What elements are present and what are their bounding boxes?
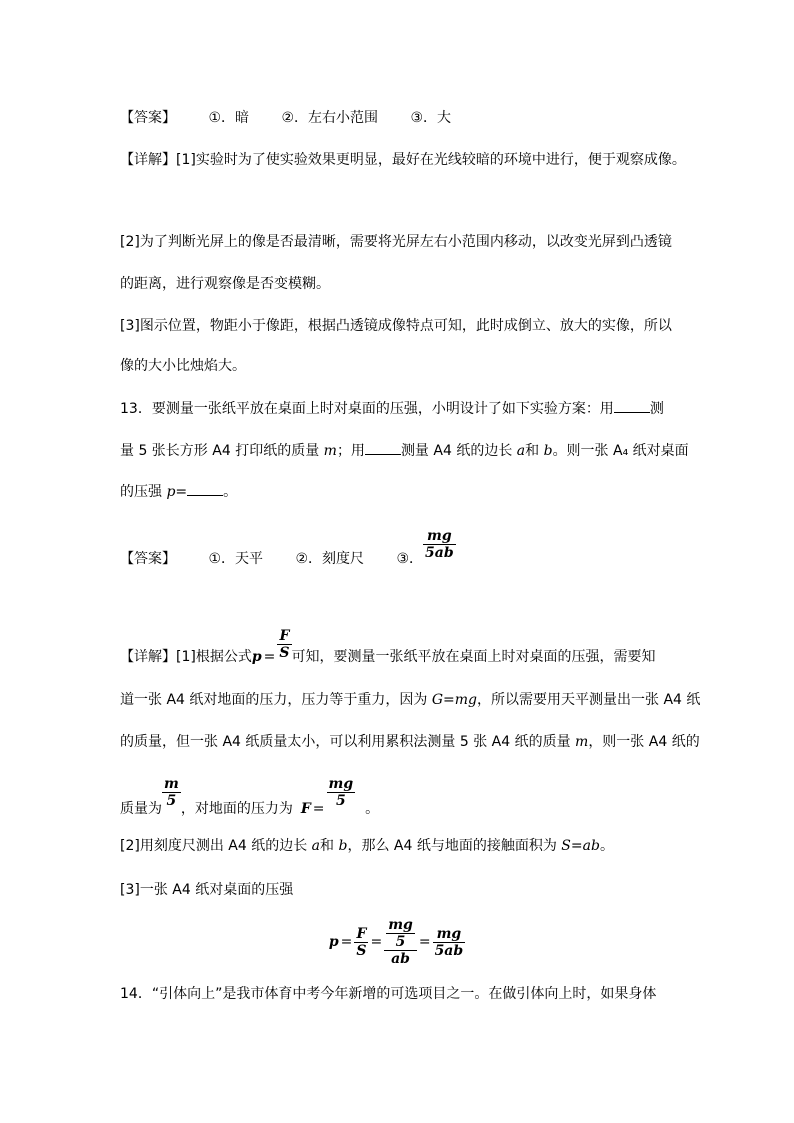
q13-line-2: 量 5 张长方形 A4 打印纸的质量 m；用 测量 A4 纸的边长 a和 b。则一张 A₄ 纸对桌面 bbox=[120, 440, 689, 461]
answer-label: 【答案】 bbox=[120, 551, 176, 567]
q13-detail-4: 质量为 $\frac{m}{5}$ ，对地面的压力为 F = $\frac{mg}{5}$ 。 bbox=[120, 776, 380, 817]
answer-3-fraction: $\frac{mg}{5ab}$ bbox=[425, 528, 454, 561]
answer-2: ②．刻度尺 bbox=[295, 551, 365, 567]
q13-detail-2: 道一张 A4 纸对地面的压力，压力等于重力，因为 G=mg，所以需要用天平测量出一张 A4 纸 bbox=[120, 692, 701, 708]
q13-detail-6: [3]一张 A4 纸对桌面的压强 bbox=[120, 882, 294, 898]
f-over-s: $\frac{F}{S}$ bbox=[356, 925, 367, 959]
blank-1[interactable] bbox=[614, 398, 650, 413]
q13-line-1: 13．要测量一张纸平放在桌面上时对桌面的压强，小明设计了如下实验方案：用 测 bbox=[120, 398, 664, 419]
q12-detail-p2b: 的距离，进行观察像是否变模糊。 bbox=[120, 276, 330, 292]
result-fraction: $\frac{mg}{5ab}$ bbox=[434, 925, 464, 959]
q12-detail-p3b: 像的大小比烛焰大。 bbox=[120, 358, 246, 374]
q12-detail-p2a: [2]为了判断光屏上的像是否最清晰，需要将光屏左右小范围内移动，以改变光屏到凸透镜 bbox=[120, 234, 672, 250]
answer-3: ③． bbox=[396, 551, 424, 567]
mass-fraction: $\frac{m}{5}$ bbox=[164, 776, 179, 809]
answer-label: 【答案】 bbox=[120, 110, 176, 126]
q13-detail-3: 的质量，但一张 A4 纸质量太小，可以利用累积法测量 5 张 A4 纸的质量 m，则一张 A4 纸的 bbox=[120, 734, 700, 750]
q12-detail-p1: 【详解】[1]实验时为了使实验效果更明显，最好在光线较暗的环境中进行，便于观察成像。 bbox=[120, 152, 686, 168]
q13-answer-line bbox=[120, 528, 456, 577]
force-fraction: $\frac{mg}{5}$ bbox=[328, 776, 354, 809]
answer-1: ①．天平 bbox=[208, 551, 264, 567]
final-equation: p = $\frac{F}{S}$ = $\frac{\frac{mg}{5}}{ab}$ = $\frac{mg}{5ab}$ bbox=[328, 917, 464, 967]
q13-line-3: 的压强 p= 。 bbox=[120, 481, 237, 502]
q14-line-1: 14．“引体向上”是我市体育中考今年新增的可选项目之一。在做引体向上时，如果身体 bbox=[120, 986, 657, 1002]
answer-2: ②．左右小范围 bbox=[281, 110, 379, 126]
q13-detail-1: 【详解】[1]根据公式p = $\frac{F}{S}$ 可知，要测量一张纸平放在桌面上时对桌面的压强，需要知 bbox=[120, 628, 656, 665]
q13-detail-5: [2]用刻度尺测出 A4 纸的边长 a和 b，那么 A4 纸与地面的接触面积为 S=ab。 bbox=[120, 838, 614, 854]
q12-answer-line bbox=[120, 108, 451, 128]
answer-3: ③．大 bbox=[410, 110, 452, 126]
blank-2[interactable] bbox=[365, 440, 401, 455]
formula-fraction: $\frac{F}{S}$ bbox=[279, 628, 290, 661]
compound-fraction: $\frac{\frac{mg}{5}}{ab}$ bbox=[384, 917, 417, 967]
answer-1: ①．暗 bbox=[208, 110, 250, 126]
q12-detail-p3a: [3]图示位置，物距小于像距，根据凸透镜成像特点可知，此时成倒立、放大的实像，所以 bbox=[120, 318, 672, 334]
blank-3[interactable] bbox=[187, 481, 223, 496]
